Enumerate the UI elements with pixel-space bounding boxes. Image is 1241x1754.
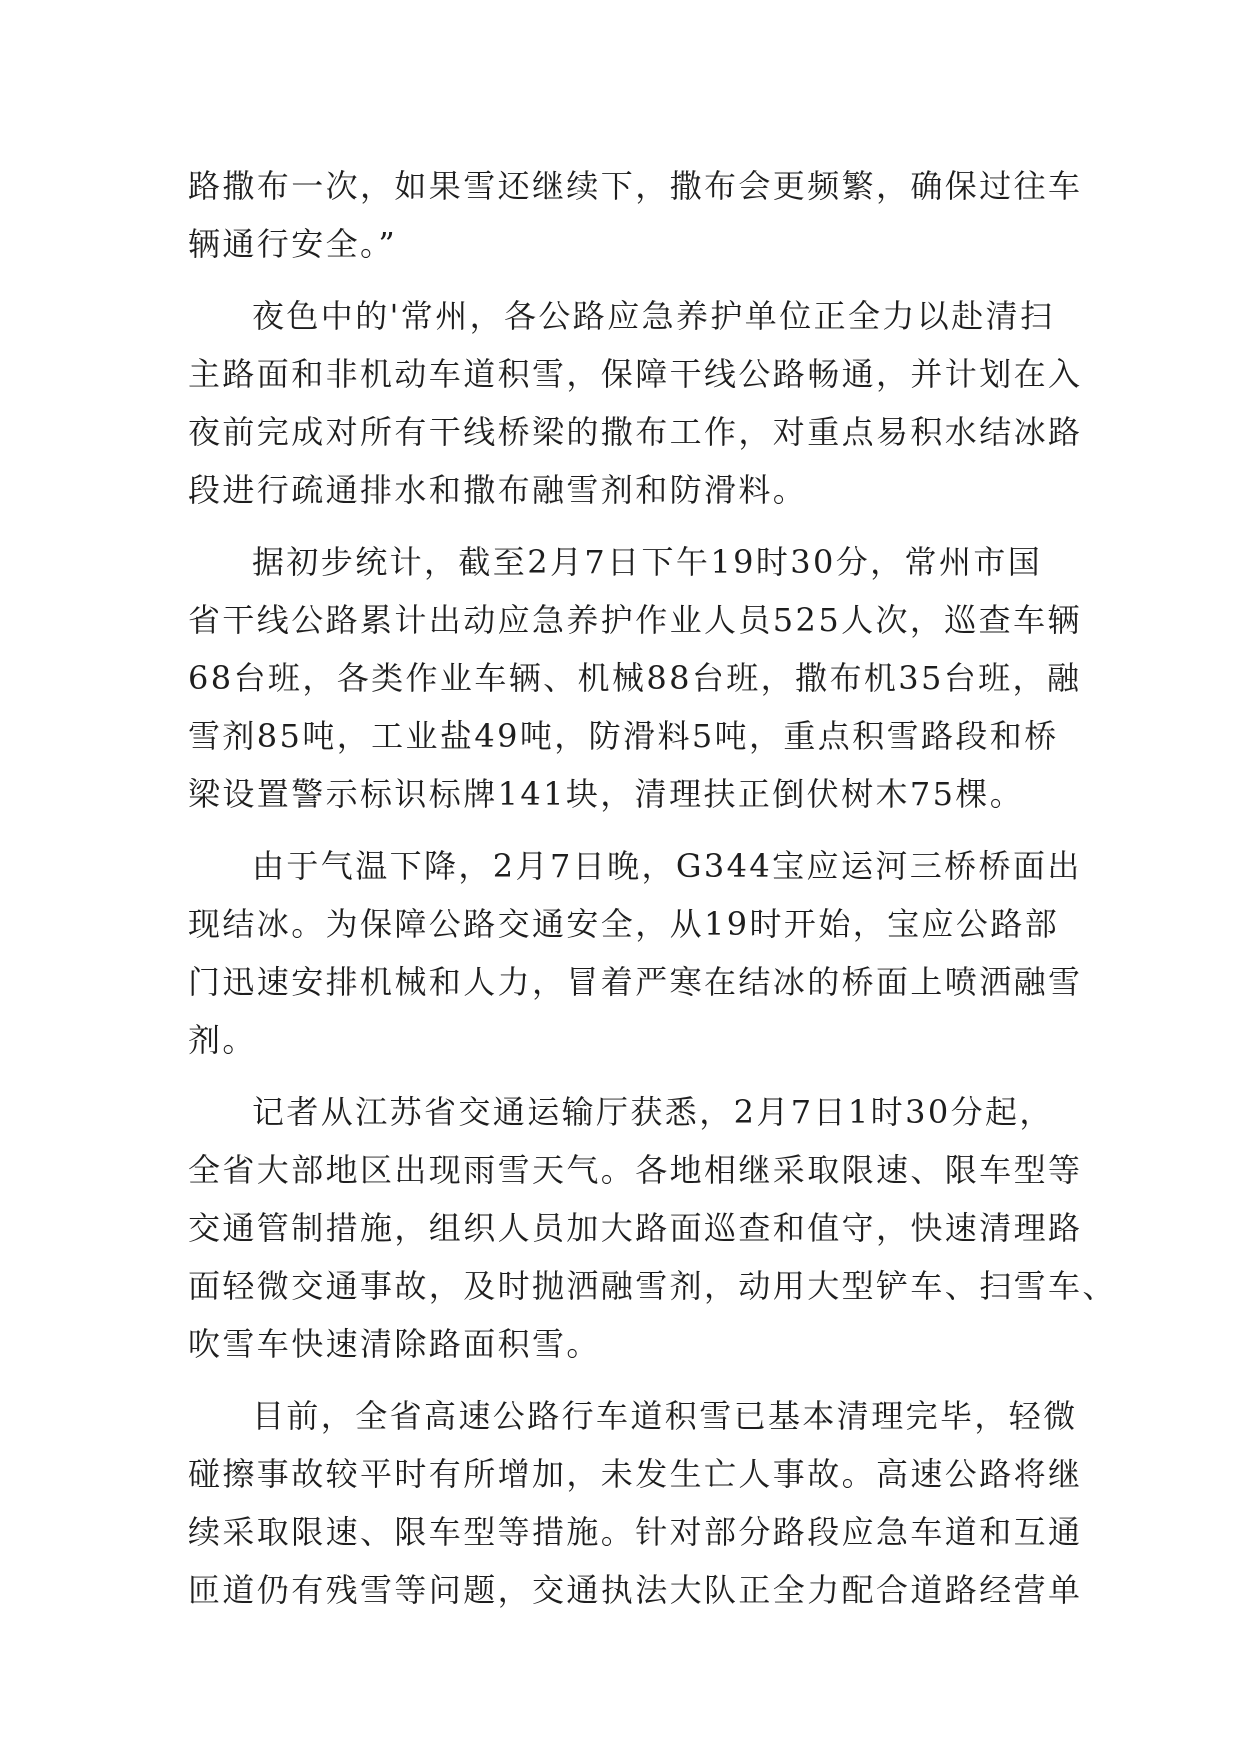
paragraph-line: 夜前完成对所有干线桥梁的撒布工作，对重点易积水结冰路 [188,413,1083,451]
paragraph-line: 面轻微交通事故，及时抛洒融雪剂，动用大型铲车、扫雪车、 [188,1267,1117,1305]
paragraph-line: 据初步统计，截至2月7日下午19时30分，常州市国 [252,543,1043,581]
paragraph-line: 门迅速安排机械和人力，冒着严寒在结冰的桥面上喷洒融雪 [188,963,1083,1001]
paragraph-line: 目前，全省高速公路行车道积雪已基本清理完毕，轻微 [252,1397,1078,1435]
paragraph-line: 碰擦事故较平时有所增加，未发生亡人事故。高速公路将继 [188,1455,1083,1493]
paragraph-line: 雪剂85吨，工业盐49吨，防滑料5吨，重点积雪路段和桥 [188,717,1059,755]
paragraph-line: 交通管制措施，组织人员加大路面巡查和值守，快速清理路 [188,1209,1083,1247]
paragraph-line: 省干线公路累计出动应急养护作业人员525人次，巡查车辆 [188,601,1082,639]
paragraph-line: 主路面和非机动车道积雪，保障干线公路畅通，并计划在入 [188,355,1083,393]
paragraph-line: 辆通行安全。” [188,225,398,263]
paragraph-line: 路撒布一次，如果雪还继续下，撒布会更频繁，确保过往车 [188,167,1083,205]
paragraph-line: 段进行疏通排水和撒布融雪剂和防滑料。 [188,471,808,509]
paragraph-line: 68台班，各类作业车辆、机械88台班，撒布机35台班，融 [188,659,1082,697]
paragraph-line: 由于气温下降，2月7日晚，G344宝应运河三桥桥面出 [252,847,1082,885]
paragraph-line: 现结冰。为保障公路交通安全，从19时开始，宝应公路部 [188,905,1060,943]
paragraph-line: 夜色中的'常州，各公路应急养护单位正全力以赴清扫 [252,297,1055,335]
paragraph-line: 全省大部地区出现雨雪天气。各地相继采取限速、限车型等 [188,1151,1083,1189]
paragraph-line: 剂。 [188,1021,257,1059]
paragraph-line: 吹雪车快速清除路面积雪。 [188,1325,601,1363]
paragraph-line: 记者从江苏省交通运输厅获悉，2月7日1时30分起， [252,1093,1054,1131]
paragraph-line: 梁设置警示标识标牌141块，清理扶正倒伏树木75棵。 [188,775,1025,813]
article-body [188,157,1117,1619]
paragraph-line: 续采取限速、限车型等措施。针对部分路段应急车道和互通 [188,1513,1083,1551]
paragraph-line: 匝道仍有残雪等问题，交通执法大队正全力配合道路经营单 [188,1571,1083,1609]
